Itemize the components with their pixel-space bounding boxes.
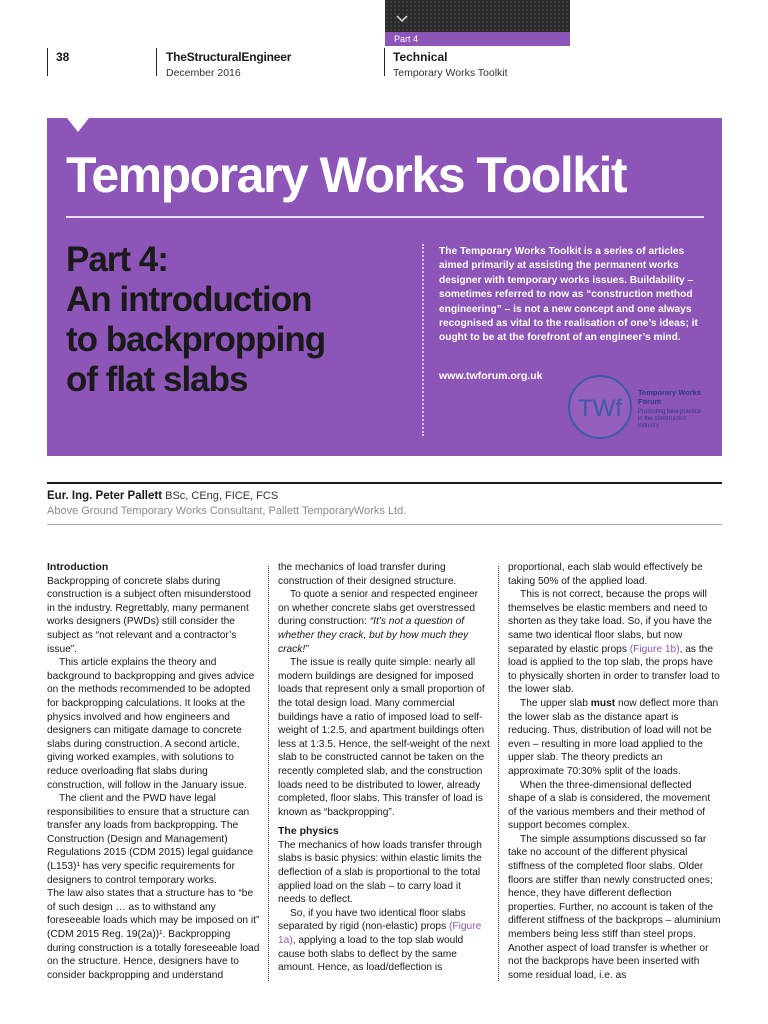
author-credentials: BSc, CEng, FICE, FCS — [162, 490, 279, 502]
author-rule-bottom — [47, 524, 722, 525]
body-column-2 — [278, 561, 491, 975]
header-divider — [384, 48, 385, 76]
author-name: Eur. Ing. Peter Pallett — [47, 490, 163, 502]
paragraph: Backpropping of concrete slabs during construction is a subject often misunderstood in the industry. Regrettably, many permanent works designers (PWDs) still consider the subject as “not relevant and a contractor’s issue”. — [47, 575, 251, 655]
paragraph: The issue is really quite simple: nearly all modern buildings are designed for imposed loads that represent only a small proportion of the total design load. Many commercial buildings have a ratio of imposed load to self-weight of 1:2.5, and apartment buildings often less at 1:3.5. Hence, the self-weight of the next slab to be constructed cannot be taken on the recently completed slab, and the construction loads need to be distributed to lower, already completed, floor slabs. This transfer of load is known as “backpropping”. — [278, 657, 490, 818]
quote: “It’s not a question of whether they crack, but by how much they crack!” — [278, 616, 469, 655]
column-divider — [498, 566, 499, 981]
paragraph: The mechanics of how loads transfer through slabs is basic physics: within elastic limits the deflection of a slab is proportional to the total applied load on the slab – to carry load it needs to deflect. — [278, 839, 482, 906]
section-heading-physics: The physics — [278, 825, 339, 838]
author-affiliation: Above Ground Temporary Works Consultant, Pallett TemporaryWorks Ltd. — [47, 505, 407, 517]
emphasis: must — [590, 697, 616, 709]
series-intro: The Temporary Works Toolkit is a series of articles aimed primarily at assisting the permanent works designer with temporary works issues. Buildability – sometimes referred to now as “construction method engineering” – is not a new concept and one always recognised as vital to the realisation of one’s ideas; it ought to be at the forefront of an engineer’s mind. — [439, 246, 698, 344]
header-divider — [47, 48, 48, 76]
header-divider — [156, 48, 157, 76]
article-subtitle: Part 4: An introduction to backpropping of flat slabs — [66, 240, 326, 399]
author-rule-top — [47, 482, 722, 484]
section-heading-introduction: Introduction — [47, 561, 109, 573]
paragraph — [278, 588, 491, 656]
paragraph: The simple assumptions discussed so far take no account of the different physical stiffness of the completed floor slabs. Older floors are stiffer than newly constructed ones; hence, they have different deflection properties. Further, no account is taken of the different stiffness of the backprops – aluminium members being less stiff than steel props. Another aspect of load transfer is whether or not the backprops have been inserted with some residual load, i.e. as — [508, 833, 721, 981]
twf-logo — [566, 373, 634, 441]
paragraph-text: So, if you have two identical floor slabs separated by rigid (non-elastic) props — [278, 907, 466, 933]
paragraph-text: The upper slab — [520, 697, 591, 709]
part-tab: Part 4 — [385, 32, 570, 46]
paragraph-text: , applying a load to the top slab would cause both slabs to deflect by the same amount. Hence, as load/deflection is — [278, 935, 464, 974]
banner-divider — [422, 244, 424, 436]
figure-reference-1b[interactable]: (Figure 1b) — [629, 643, 680, 655]
twf-logo-mark: TWf — [578, 395, 622, 422]
paragraph-text: To quote a senior and respected engineer on whether concrete slabs get overstressed during construction: — [278, 589, 479, 628]
column-divider — [268, 566, 269, 981]
paragraph: This article explains the theory and background to backpropping and gives advice on the methods recommended to be adopted for backpropping calculations. It looks at the physics involved and how engineers and designers can mitigate damage to concrete slabs during construction. A second article, giving worked examples, with solutions to reduce overloading flat slabs during construction, will follow in the January issue. — [47, 657, 255, 791]
title-rule — [66, 216, 704, 218]
paragraph: The law also states that a structure has to “be of such design … as to withstand any foreseeable loads which may be imposed on it” (CDM 2015 Reg. 19(2a))¹. Backpropping during construction is a totally foreseeable load on the structure. Hence, designers have to consider backpropping and understand — [47, 888, 260, 981]
body-column-3 — [508, 561, 721, 982]
twf-logo-name: Temporary Works Forum — [638, 388, 702, 406]
banner-notch — [67, 118, 89, 132]
figure-reference-1a[interactable]: (Figure 1a) — [278, 921, 482, 947]
paragraph-text: This is not correct, because the props will themselves be elastic members and need to shorten as they take load. So, if you have the same two identical floor slabs, but now separated by elastic props — [508, 589, 712, 655]
paragraph: When the three-dimensional deflected shape of a slab is considered, the movement of the various members and their method of support becomes complex. — [508, 779, 711, 832]
section-title: Technical — [393, 50, 448, 64]
paragraph-text: now deflect more than the lower slab as the distance apart is reducing. Thus, distribution of load will not be even – resulting in more load applied to the upper slab. The theory predicts an approximate 70:30% split of the loads. — [508, 697, 719, 777]
issue-date: December 2016 — [166, 67, 241, 79]
paragraph — [508, 697, 721, 779]
twf-logo-tagline: Promoting best practice in the construction industry — [638, 409, 702, 429]
paragraph — [278, 907, 491, 975]
paragraph-text: , as the load is applied to the top slab, the props have to physically shorten in order to transfer load to the lower slab. — [508, 643, 720, 696]
paragraph: The client and the PWD have legal responsibilities to ensure that a structure can transfer any loads from backpropping. The Construction (Design and Management) Regulations 2015 (CDM 2015) legal guidance (L153)¹ has very specific requirements for designers to control temporary works. — [47, 793, 254, 886]
body-column-1 — [47, 561, 260, 982]
chevron-down-icon — [395, 14, 409, 24]
paragraph: proportional, each slab would effectively be taking 50% of the applied load. — [508, 562, 703, 587]
paragraph — [508, 588, 721, 697]
forum-link[interactable]: www.twforum.org.uk — [439, 370, 543, 382]
magazine-title: TheStructuralEngineer — [166, 50, 292, 64]
page-title: Temporary Works Toolkit — [66, 147, 627, 203]
paragraph: the mechanics of load transfer during construction of their designed structure. — [278, 562, 457, 587]
top-tab — [385, 0, 570, 32]
page-number: 38 — [56, 50, 70, 64]
author-line — [47, 490, 278, 502]
section-subtitle: Temporary Works Toolkit — [393, 67, 508, 79]
